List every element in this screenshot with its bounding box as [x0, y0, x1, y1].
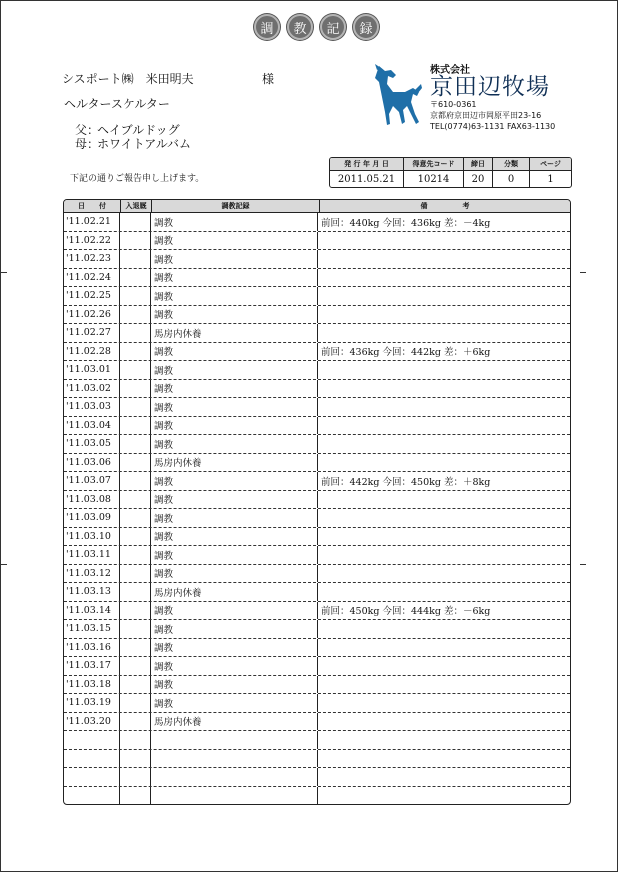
issue-value-row: [330, 171, 571, 187]
row-training: [151, 750, 318, 768]
row-in-out: [120, 750, 151, 768]
table-row: [64, 361, 570, 380]
row-training: 調教: [151, 343, 318, 361]
row-note: [318, 287, 570, 305]
table-row: [64, 787, 570, 805]
table-row: [64, 657, 570, 676]
row-training: 調教: [151, 620, 318, 638]
table-row: [64, 676, 570, 695]
table-row: [64, 694, 570, 713]
row-note: [318, 398, 570, 416]
mother-name: ホワイトアルバム: [97, 137, 191, 151]
issue-header-row: [330, 158, 571, 171]
issue-date: 2011.05.21: [330, 171, 404, 187]
closing-day: 20: [464, 171, 493, 187]
row-date: '11.03.12: [64, 565, 120, 583]
row-note: [318, 232, 570, 250]
row-date: '11.03.14: [64, 602, 120, 620]
row-training: 調教: [151, 398, 318, 416]
row-in-out: [120, 731, 151, 749]
row-date: '11.03.17: [64, 657, 120, 675]
issue-info-table: [329, 157, 572, 188]
row-training: [151, 768, 318, 786]
row-in-out: [120, 768, 151, 786]
table-row: [64, 472, 570, 491]
customer-code: 10214: [404, 171, 464, 187]
row-date: '11.03.13: [64, 583, 120, 601]
table-row: [64, 250, 570, 269]
page-number: 1: [547, 173, 554, 185]
row-note: [318, 361, 570, 379]
row-in-out: [120, 713, 151, 731]
row-in-out: [120, 306, 151, 324]
row-note: 前回：442kg 今回：450kg 差：＋8kg: [321, 476, 491, 488]
row-date: '11.03.03: [64, 398, 120, 416]
row-in-out: [120, 287, 151, 305]
row-training: 調教: [151, 639, 318, 657]
row-date: '11.03.19: [64, 694, 120, 712]
row-date: [64, 787, 120, 805]
title-char: 録: [353, 14, 379, 40]
row-training: 調教: [151, 565, 318, 583]
row-note: [318, 565, 570, 583]
row-note: [318, 583, 570, 601]
row-in-out: [120, 491, 151, 509]
row-note: [318, 491, 570, 509]
row-in-out: [120, 583, 151, 601]
row-in-out: [120, 657, 151, 675]
row-note: [318, 528, 570, 546]
row-note: [318, 435, 570, 453]
table-row: [64, 417, 570, 436]
row-in-out: [120, 602, 151, 620]
row-date: '11.03.15: [64, 620, 120, 638]
table-row: [64, 435, 570, 454]
table-row: [64, 269, 570, 288]
row-note: [318, 546, 570, 564]
row-training: 調教: [151, 509, 318, 527]
row-date: '11.03.11: [64, 546, 120, 564]
row-in-out: [120, 324, 151, 342]
table-row: [64, 343, 570, 362]
row-note: [318, 731, 570, 749]
company-name: 京田辺牧場: [430, 74, 550, 100]
row-note: [318, 694, 570, 712]
row-date: '11.02.21: [64, 213, 120, 231]
row-date: [64, 750, 120, 768]
row-date: '11.03.04: [64, 417, 120, 435]
fold-mark-right-bottom: [580, 564, 586, 565]
row-note: [318, 620, 570, 638]
row-note: [318, 250, 570, 268]
row-date: '11.02.23: [64, 250, 120, 268]
mother-label: 母：: [75, 137, 100, 151]
table-row: [64, 306, 570, 325]
row-note: [318, 306, 570, 324]
row-note: [318, 787, 570, 805]
row-training: 調教: [151, 694, 318, 712]
row-date: '11.03.01: [64, 361, 120, 379]
row-training: 調教: [151, 676, 318, 694]
row-date: '11.03.05: [64, 435, 120, 453]
row-in-out: [120, 435, 151, 453]
row-in-out: [120, 639, 151, 657]
issue-header-page: ページ: [540, 160, 561, 168]
table-row: [64, 380, 570, 399]
row-in-out: [120, 343, 151, 361]
company-postal: 〒610-0361: [430, 100, 477, 109]
row-date: '11.02.28: [64, 343, 120, 361]
table-row: [64, 287, 570, 306]
row-training: [151, 731, 318, 749]
mother-line: [75, 135, 191, 152]
row-note: [318, 676, 570, 694]
row-training: 調教: [151, 250, 318, 268]
row-in-out: [120, 676, 151, 694]
row-in-out: [120, 417, 151, 435]
row-in-out: [120, 528, 151, 546]
fold-mark-right-top: [580, 272, 586, 273]
row-note: 前回：450kg 今回：444kg 差：－6kg: [321, 606, 491, 618]
row-in-out: [120, 454, 151, 472]
row-training: 調教: [151, 528, 318, 546]
row-in-out: [120, 213, 151, 231]
row-note: [318, 380, 570, 398]
row-in-out: [120, 620, 151, 638]
row-in-out: [120, 694, 151, 712]
row-note: [318, 269, 570, 287]
row-date: '11.03.16: [64, 639, 120, 657]
row-training: 調教: [151, 602, 318, 620]
table-row: [64, 750, 570, 769]
table-row: [64, 731, 570, 750]
row-date: '11.03.06: [64, 454, 120, 472]
table-row: [64, 639, 570, 658]
row-training: 馬房内休養: [151, 713, 318, 731]
row-in-out: [120, 380, 151, 398]
row-in-out: [120, 232, 151, 250]
issue-header-date: 発 行 年 月 日: [330, 158, 404, 170]
horse-logo-icon: [371, 62, 423, 130]
row-training: [151, 787, 318, 805]
issue-header-close: 締日: [464, 158, 493, 170]
row-note: 前回：436kg 今回：442kg 差：＋6kg: [321, 347, 491, 359]
fold-mark-left-bottom: [1, 564, 7, 565]
row-date: '11.03.20: [64, 713, 120, 731]
issue-header-category: 分類: [493, 158, 530, 170]
fold-mark-left-top: [1, 272, 7, 273]
table-row: [64, 324, 570, 343]
table-row: [64, 602, 570, 621]
row-training: 馬房内休養: [151, 454, 318, 472]
row-note: [318, 768, 570, 786]
father-label: 父：: [75, 123, 100, 137]
row-date: '11.02.27: [64, 324, 120, 342]
honorific: 様: [262, 72, 275, 86]
header-date: 日 付: [64, 200, 121, 212]
row-date: '11.02.24: [64, 269, 120, 287]
company-block: [430, 61, 555, 132]
row-in-out: [120, 472, 151, 490]
father-name: ヘイブルドッグ: [97, 123, 180, 137]
row-note: [318, 713, 570, 731]
table-row: [64, 213, 570, 232]
table-row: [64, 565, 570, 584]
row-date: '11.03.07: [64, 472, 120, 490]
row-training: 調教: [151, 435, 318, 453]
title-char: 記: [320, 14, 346, 40]
header-training: 調教記録: [152, 200, 320, 212]
row-in-out: [120, 269, 151, 287]
table-row: [64, 398, 570, 417]
training-records-table: [63, 199, 571, 805]
table-row: [64, 620, 570, 639]
row-training: 調教: [151, 287, 318, 305]
row-training: 調教: [151, 546, 318, 564]
row-in-out: [120, 361, 151, 379]
title-char: 調: [254, 14, 280, 40]
row-note: [318, 509, 570, 527]
table-row: [64, 232, 570, 251]
table-row: [64, 509, 570, 528]
table-row: [64, 583, 570, 602]
row-in-out: [120, 250, 151, 268]
row-in-out: [120, 787, 151, 805]
title-char: 教: [287, 14, 313, 40]
row-date: [64, 731, 120, 749]
row-training: 調教: [151, 472, 318, 490]
row-training: 調教: [151, 491, 318, 509]
issue-header-code: 得意先コード: [404, 158, 464, 170]
document-title: [254, 14, 379, 40]
row-in-out: [120, 546, 151, 564]
row-date: '11.02.26: [64, 306, 120, 324]
table-row: [64, 528, 570, 547]
row-date: '11.03.09: [64, 509, 120, 527]
row-training: 調教: [151, 657, 318, 675]
category: 0: [493, 171, 530, 187]
row-date: '11.03.08: [64, 491, 120, 509]
owner-name: シスポート㈱ 米田明夫: [62, 72, 194, 86]
table-row: [64, 713, 570, 732]
row-note: [318, 750, 570, 768]
row-date: '11.03.18: [64, 676, 120, 694]
company-phone: TEL(0774)63-1131 FAX63-1130: [430, 122, 556, 131]
row-in-out: [120, 398, 151, 416]
records-header-row: [64, 200, 570, 213]
row-note: [318, 657, 570, 675]
table-row: [64, 454, 570, 473]
row-training: 調教: [151, 213, 318, 231]
row-training: 調教: [151, 361, 318, 379]
company-type: 株式会社: [430, 65, 470, 76]
row-training: 調教: [151, 380, 318, 398]
row-note: [318, 454, 570, 472]
row-note: [318, 324, 570, 342]
row-training: 調教: [151, 232, 318, 250]
table-row: [64, 768, 570, 787]
row-date: [64, 768, 120, 786]
row-note: 前回：440kg 今回：436kg 差：－4kg: [321, 217, 491, 229]
records-body: [64, 213, 570, 804]
table-row: [64, 546, 570, 565]
row-note: [318, 417, 570, 435]
row-date: '11.02.25: [64, 287, 120, 305]
horse-name: ヘルタースケルター: [64, 97, 170, 111]
row-date: '11.03.02: [64, 380, 120, 398]
header-note: 備 考: [420, 202, 470, 210]
row-training: 調教: [151, 269, 318, 287]
row-date: '11.03.10: [64, 528, 120, 546]
row-note: [318, 639, 570, 657]
report-notice: 下記の通りご報告申し上げます。: [70, 174, 205, 184]
row-training: 調教: [151, 306, 318, 324]
row-in-out: [120, 565, 151, 583]
table-row: [64, 491, 570, 510]
company-address: 京都府京田辺市岡原平田23-16: [430, 111, 542, 120]
row-in-out: [120, 509, 151, 527]
row-date: '11.02.22: [64, 232, 120, 250]
row-training: 調教: [151, 417, 318, 435]
row-training: 馬房内休養: [151, 583, 318, 601]
header-in-out: 入退厩: [121, 200, 152, 212]
row-training: 馬房内休養: [151, 324, 318, 342]
